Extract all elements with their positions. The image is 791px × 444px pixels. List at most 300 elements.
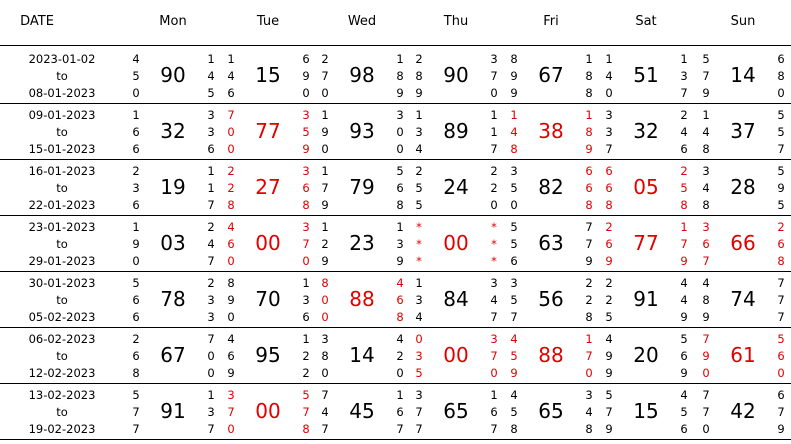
panna-digit: 3 [207, 310, 215, 324]
open-panna [130, 219, 142, 270]
open-panna [225, 387, 237, 438]
panna-digit: 3 [302, 293, 310, 307]
panna-digit: 0 [777, 86, 785, 100]
panna-digit: 4 [227, 220, 235, 234]
jodi-value: 66 [730, 231, 756, 255]
panna-digit: 6 [302, 52, 310, 66]
panna-digit: 9 [680, 366, 688, 380]
date-range-cell [24, 51, 100, 102]
date-to: 19-02-2023 [28, 422, 96, 436]
date-to-label: to [56, 349, 68, 363]
open-panna [413, 163, 425, 214]
panna-digit: 2 [415, 52, 423, 66]
panna-digit: 9 [321, 125, 329, 139]
panna-digit: 9 [227, 293, 235, 307]
panna-digit: 7 [605, 405, 613, 419]
date-to: 29-01-2023 [28, 254, 96, 268]
close-panna [300, 107, 312, 158]
panna-digit: 6 [777, 349, 785, 363]
close-panna [394, 163, 406, 214]
close-panna [488, 51, 500, 102]
panna-digit: 6 [132, 125, 140, 139]
panna-digit: 4 [702, 125, 710, 139]
row-divider [0, 383, 791, 384]
panna-digit: 2 [321, 237, 329, 251]
panna-digit: 2 [302, 349, 310, 363]
panna-digit: 9 [605, 366, 613, 380]
panna-digit: 2 [680, 164, 688, 178]
panna-digit: * [416, 220, 422, 234]
panna-digit: 3 [490, 52, 498, 66]
panna-digit: 9 [510, 86, 518, 100]
date-to-label: to [56, 237, 68, 251]
open-panna [225, 219, 237, 270]
jodi-value: 88 [538, 343, 564, 367]
panna-digit: 3 [605, 125, 613, 139]
panna-digit: 1 [396, 388, 404, 402]
panna-digit: 8 [585, 198, 593, 212]
jodi-value: 05 [633, 175, 659, 199]
panna-digit: 5 [132, 388, 140, 402]
panna-digit: 9 [510, 366, 518, 380]
open-panna [130, 163, 142, 214]
panna-digit: 3 [321, 332, 329, 346]
panna-digit: 6 [227, 86, 235, 100]
panna-digit: 7 [302, 405, 310, 419]
panna-digit: * [416, 254, 422, 268]
jodi-value: 79 [349, 175, 375, 199]
panna-digit: 4 [702, 276, 710, 290]
panna-digit: 7 [777, 276, 785, 290]
panna-digit: 8 [396, 69, 404, 83]
date-to-label: to [56, 405, 68, 419]
close-panna [583, 163, 595, 214]
open-panna [508, 107, 520, 158]
panna-digit: 6 [227, 349, 235, 363]
panna-digit: 0 [321, 293, 329, 307]
panna-digit: 4 [415, 310, 423, 324]
jodi-value: 67 [160, 343, 186, 367]
close-panna [300, 275, 312, 326]
panna-digit: 3 [396, 108, 404, 122]
panna-digit: 7 [777, 310, 785, 324]
open-panna [225, 163, 237, 214]
panna-digit: 3 [302, 164, 310, 178]
panna-digit: 2 [396, 349, 404, 363]
close-panna [488, 331, 500, 382]
panna-digit: 9 [132, 237, 140, 251]
panna-digit: 9 [702, 349, 710, 363]
panna-digit: 9 [302, 69, 310, 83]
panna-digit: 6 [585, 164, 593, 178]
panna-digit: 0 [396, 366, 404, 380]
panna-digit: 0 [585, 366, 593, 380]
day-header-mon: Mon [159, 14, 187, 29]
panna-digit: 1 [132, 108, 140, 122]
open-panna [319, 163, 331, 214]
panna-digit: 7 [585, 349, 593, 363]
panna-digit: 7 [207, 198, 215, 212]
panna-digit: 1 [490, 108, 498, 122]
open-panna [413, 275, 425, 326]
open-panna [603, 107, 615, 158]
panna-digit: 9 [415, 86, 423, 100]
panna-digit: 5 [777, 108, 785, 122]
jodi-value: 14 [349, 343, 375, 367]
jodi-value: 74 [730, 287, 756, 311]
panna-digit: 7 [490, 349, 498, 363]
panna-digit: 7 [585, 237, 593, 251]
jodi-value: 42 [730, 399, 756, 423]
panna-digit: 2 [321, 52, 329, 66]
panna-digit: 5 [302, 388, 310, 402]
panna-digit: 5 [510, 237, 518, 251]
panna-digit: 5 [702, 52, 710, 66]
close-panna [300, 51, 312, 102]
panna-digit: 1 [585, 108, 593, 122]
panna-digit: 2 [585, 293, 593, 307]
date-from: 30-01-2023 [28, 276, 96, 290]
panna-digit: 7 [777, 142, 785, 156]
close-panna [300, 387, 312, 438]
open-panna [508, 51, 520, 102]
panna-digit: 7 [680, 86, 688, 100]
panna-digit: 2 [490, 164, 498, 178]
panna-digit: 6 [132, 293, 140, 307]
panna-digit: 0 [132, 254, 140, 268]
panna-digit: 7 [702, 388, 710, 402]
jodi-value: 37 [730, 119, 756, 143]
close-panna [300, 219, 312, 270]
panna-digit: 0 [702, 366, 710, 380]
open-panna [603, 331, 615, 382]
row-divider [0, 159, 791, 160]
panna-digit: 3 [702, 220, 710, 234]
date-range-cell [24, 107, 100, 158]
panna-digit: 1 [605, 52, 613, 66]
open-panna [130, 51, 142, 102]
date-from: 06-02-2023 [28, 332, 96, 346]
open-panna [413, 331, 425, 382]
open-panna [225, 51, 237, 102]
panna-digit: 0 [207, 349, 215, 363]
jodi-value: 24 [443, 175, 469, 199]
panna-digit: 8 [396, 198, 404, 212]
panna-digit: 2 [227, 164, 235, 178]
open-panna [319, 51, 331, 102]
open-panna [603, 219, 615, 270]
panna-digit: 2 [605, 276, 613, 290]
panna-digit: 8 [605, 198, 613, 212]
panna-digit: 9 [321, 254, 329, 268]
jodi-value: 45 [349, 399, 375, 423]
panna-digit: 9 [605, 349, 613, 363]
open-panna [508, 387, 520, 438]
jodi-value: 65 [538, 399, 564, 423]
panna-digit: 4 [490, 293, 498, 307]
jodi-value: 78 [160, 287, 186, 311]
row-divider [0, 103, 791, 104]
panna-digit: 7 [777, 293, 785, 307]
date-from: 13-02-2023 [28, 388, 96, 402]
open-panna [413, 51, 425, 102]
open-panna [603, 51, 615, 102]
panna-digit: 6 [132, 310, 140, 324]
panna-digit: 9 [702, 86, 710, 100]
panna-digit: 5 [132, 276, 140, 290]
close-panna [583, 51, 595, 102]
close-panna [775, 163, 787, 214]
open-panna [700, 387, 712, 438]
open-panna [319, 331, 331, 382]
panna-digit: 4 [207, 69, 215, 83]
jodi-value: 91 [633, 287, 659, 311]
jodi-value: 65 [443, 399, 469, 423]
panna-digit: 4 [510, 388, 518, 402]
jodi-value: 93 [349, 119, 375, 143]
panna-digit: 2 [415, 164, 423, 178]
date-to-label: to [56, 69, 68, 83]
date-range-cell [24, 387, 100, 438]
panna-digit: 9 [302, 142, 310, 156]
panna-digit: 8 [510, 422, 518, 436]
panna-digit: 7 [396, 422, 404, 436]
open-panna [700, 219, 712, 270]
panna-digit: 4 [321, 405, 329, 419]
panna-digit: * [416, 237, 422, 251]
panna-digit: 2 [132, 164, 140, 178]
close-panna [205, 51, 217, 102]
panna-digit: 0 [321, 142, 329, 156]
panna-digit: 2 [227, 181, 235, 195]
panna-digit: 0 [777, 366, 785, 380]
panna-digit: 1 [396, 52, 404, 66]
panna-digit: 4 [415, 142, 423, 156]
panna-digit: 0 [321, 86, 329, 100]
panna-digit: 3 [510, 276, 518, 290]
panna-digit: 7 [321, 69, 329, 83]
panna-digit: 6 [302, 181, 310, 195]
panna-digit: 5 [415, 181, 423, 195]
panna-digit: 2 [207, 276, 215, 290]
close-panna [775, 51, 787, 102]
panna-digit: 6 [680, 422, 688, 436]
panna-digit: 0 [207, 366, 215, 380]
panna-digit: 5 [680, 181, 688, 195]
date-from: 09-01-2023 [28, 108, 96, 122]
date-to-label: to [56, 181, 68, 195]
panna-digit: 4 [396, 332, 404, 346]
date-to-label: to [56, 293, 68, 307]
panna-digit: 1 [585, 52, 593, 66]
jodi-value: 56 [538, 287, 564, 311]
jodi-value: 03 [160, 231, 186, 255]
close-panna [205, 163, 217, 214]
panna-digit: 7 [415, 422, 423, 436]
jodi-value: 82 [538, 175, 564, 199]
day-header-fri: Fri [543, 14, 559, 29]
panna-digit: 2 [777, 220, 785, 234]
panna-digit: 7 [510, 310, 518, 324]
panna-digit: 9 [702, 310, 710, 324]
panna-digit: 2 [490, 181, 498, 195]
panna-digit: 7 [207, 422, 215, 436]
close-panna [678, 219, 690, 270]
panna-digit: 6 [396, 181, 404, 195]
row-divider [0, 215, 791, 216]
panna-digit: 5 [680, 332, 688, 346]
open-panna [319, 219, 331, 270]
panna-digit: 8 [585, 86, 593, 100]
open-panna [130, 387, 142, 438]
panna-digit: 8 [702, 142, 710, 156]
panna-digit: 1 [227, 52, 235, 66]
close-panna [488, 107, 500, 158]
panna-digit: 7 [490, 142, 498, 156]
panna-digit: 3 [605, 108, 613, 122]
panna-digit: 6 [777, 237, 785, 251]
date-range-cell [24, 163, 100, 214]
panna-digit: 7 [132, 405, 140, 419]
panna-digit: 3 [415, 293, 423, 307]
panna-digit: 4 [680, 293, 688, 307]
jodi-value: 98 [349, 63, 375, 87]
panna-digit: 1 [321, 220, 329, 234]
panna-digit: 6 [396, 405, 404, 419]
open-panna [700, 275, 712, 326]
jodi-value: 77 [633, 231, 659, 255]
open-panna [130, 107, 142, 158]
panna-digit: 8 [396, 310, 404, 324]
jodi-value: 23 [349, 231, 375, 255]
panna-digit: 7 [702, 69, 710, 83]
row-divider [0, 45, 791, 46]
open-panna [225, 107, 237, 158]
panna-digit: 4 [132, 52, 140, 66]
panna-digit: 0 [415, 332, 423, 346]
panna-digit: 7 [702, 405, 710, 419]
jodi-value: 63 [538, 231, 564, 255]
open-panna [700, 163, 712, 214]
close-panna [678, 275, 690, 326]
panna-digit: 9 [605, 254, 613, 268]
panna-digit: 9 [396, 254, 404, 268]
open-panna [225, 275, 237, 326]
panna-digit: 4 [702, 181, 710, 195]
panna-digit: * [491, 220, 497, 234]
row-divider [0, 271, 791, 272]
close-panna [205, 387, 217, 438]
close-panna [583, 387, 595, 438]
panna-digit: 6 [702, 237, 710, 251]
panna-digit: 2 [605, 220, 613, 234]
close-panna [488, 275, 500, 326]
panna-digit: 8 [585, 69, 593, 83]
panna-digit: 5 [510, 220, 518, 234]
panna-digit: 9 [396, 86, 404, 100]
panna-digit: 2 [585, 276, 593, 290]
close-panna [488, 163, 500, 214]
panna-digit: 7 [207, 332, 215, 346]
panna-digit: 0 [490, 198, 498, 212]
close-panna [300, 163, 312, 214]
date-range-cell [24, 331, 100, 382]
close-panna [678, 387, 690, 438]
panna-digit: 4 [680, 125, 688, 139]
close-panna [775, 219, 787, 270]
panna-digit: 1 [396, 220, 404, 234]
panna-digit: 1 [702, 108, 710, 122]
panna-digit: 9 [510, 69, 518, 83]
panna-digit: 4 [396, 276, 404, 290]
jodi-value: 51 [633, 63, 659, 87]
jodi-value: 00 [255, 399, 281, 423]
panna-digit: 7 [321, 422, 329, 436]
jodi-value: 15 [255, 63, 281, 87]
jodi-value: 70 [255, 287, 281, 311]
panna-digit: 0 [227, 310, 235, 324]
panna-digit: 2 [132, 332, 140, 346]
jodi-value: 27 [255, 175, 281, 199]
panna-digit: 5 [415, 366, 423, 380]
jodi-value: 20 [633, 343, 659, 367]
jodi-value: 90 [160, 63, 186, 87]
panna-digit: 1 [680, 220, 688, 234]
close-panna [775, 387, 787, 438]
panna-digit: 1 [585, 332, 593, 346]
panna-digit: 8 [415, 69, 423, 83]
panna-digit: 9 [605, 422, 613, 436]
close-panna [488, 219, 500, 270]
panna-digit: 0 [510, 198, 518, 212]
panna-digit: 3 [227, 388, 235, 402]
panna-digit: 0 [227, 142, 235, 156]
panna-digit: 6 [490, 405, 498, 419]
open-panna [603, 163, 615, 214]
panna-digit: 6 [777, 52, 785, 66]
panna-digit: 3 [302, 220, 310, 234]
panna-digit: 6 [777, 388, 785, 402]
jodi-value: 90 [443, 63, 469, 87]
open-panna [319, 107, 331, 158]
open-panna [225, 331, 237, 382]
panna-digit: 5 [680, 405, 688, 419]
open-panna [700, 107, 712, 158]
panna-digit: 0 [227, 254, 235, 268]
panna-digit: 5 [777, 164, 785, 178]
panna-digit: 8 [510, 142, 518, 156]
jodi-value: 00 [443, 231, 469, 255]
close-panna [205, 219, 217, 270]
panna-digit: 8 [585, 125, 593, 139]
close-panna [775, 275, 787, 326]
jodi-value: 61 [730, 343, 756, 367]
panna-digit: * [491, 237, 497, 251]
date-from: 2023-01-02 [28, 52, 96, 66]
jodi-value: 00 [443, 343, 469, 367]
date-header: DATE [20, 14, 54, 29]
panna-digit: 6 [680, 349, 688, 363]
panna-digit: 7 [490, 69, 498, 83]
open-panna [413, 387, 425, 438]
open-panna [603, 275, 615, 326]
panna-digit: 9 [227, 366, 235, 380]
open-panna [508, 275, 520, 326]
panna-digit: 7 [321, 388, 329, 402]
open-panna [319, 387, 331, 438]
date-to-label: to [56, 125, 68, 139]
panna-digit: 8 [680, 198, 688, 212]
